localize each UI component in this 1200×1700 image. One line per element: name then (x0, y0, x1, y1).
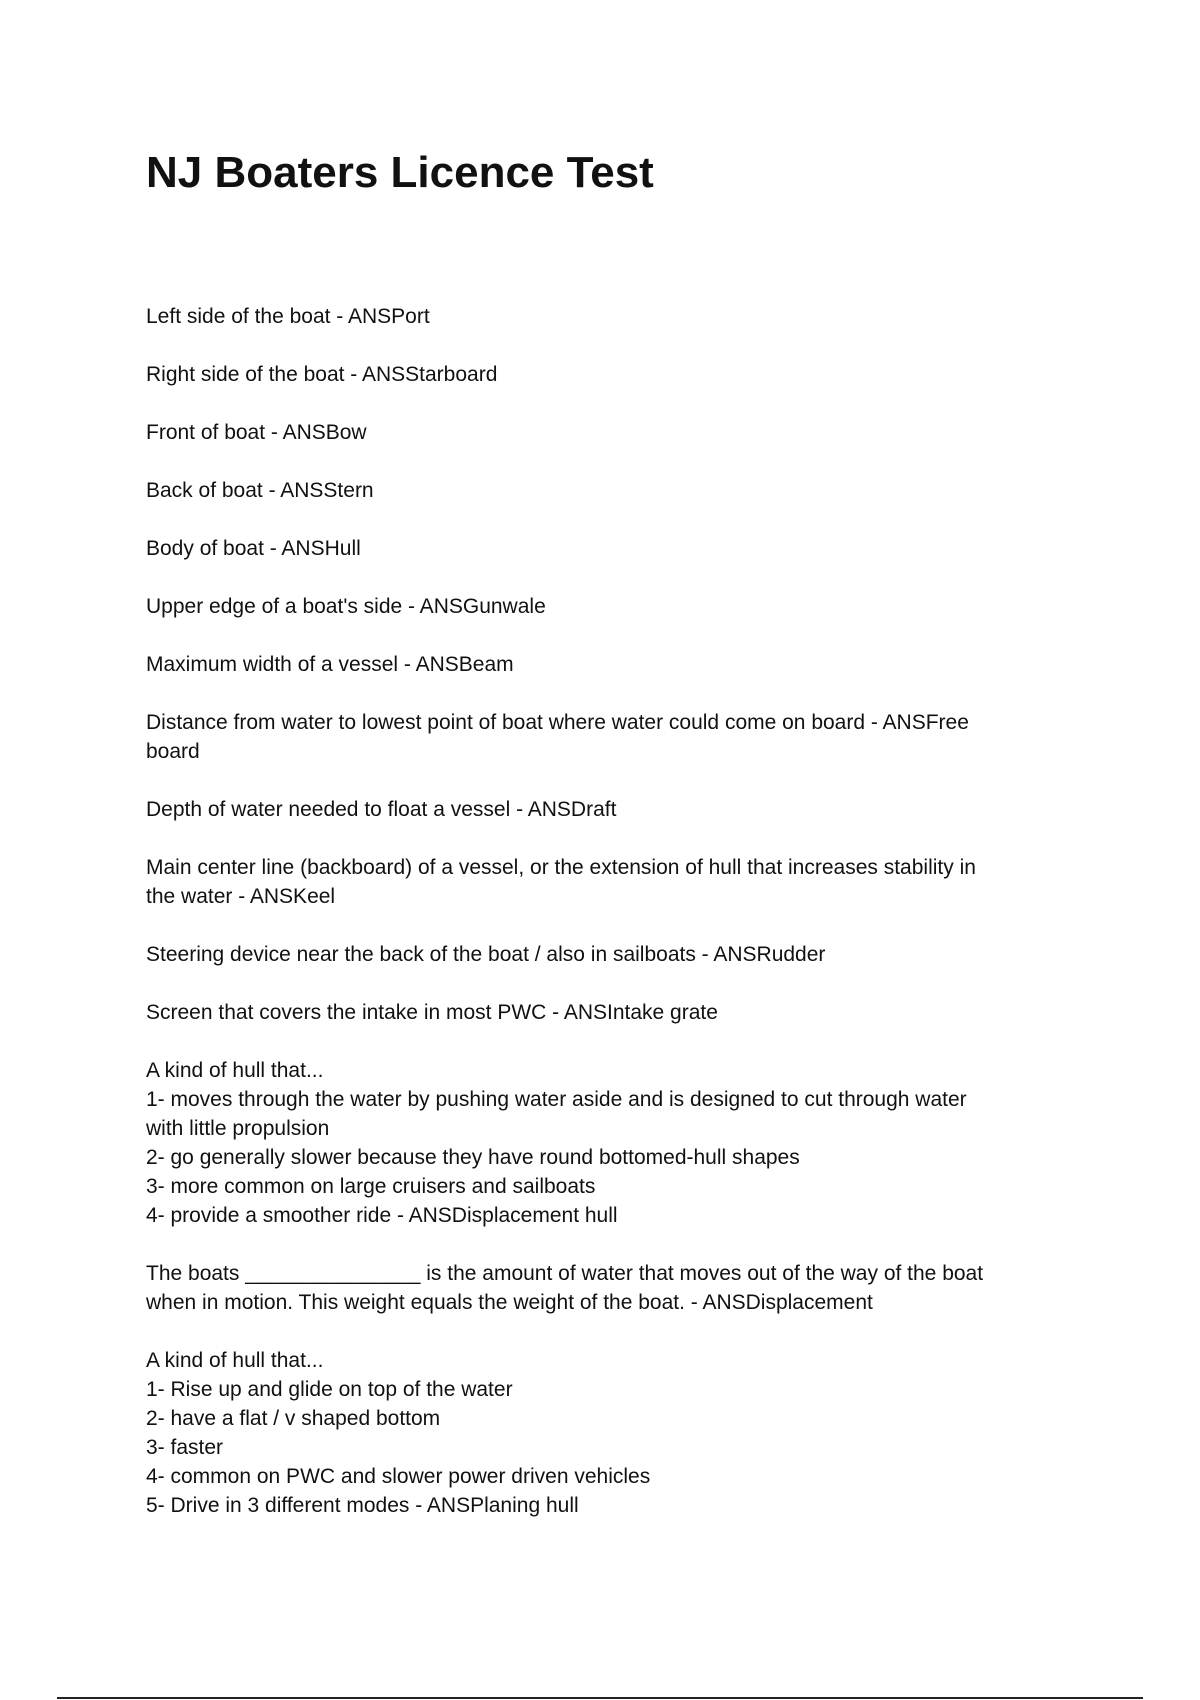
question-answer-list (146, 302, 1046, 1549)
qa-line: Main center line (backboard) of a vessel, or the extension of hull that increases stability in (146, 856, 976, 879)
qa-line: board (146, 740, 200, 763)
qa-item (146, 534, 1046, 563)
qa-line: Depth of water needed to float a vessel - ANSDraft (146, 798, 617, 821)
qa-line: A kind of hull that... (146, 1059, 324, 1082)
qa-line: with little propulsion (146, 1117, 330, 1140)
qa-line: Front of boat - ANSBow (146, 421, 367, 444)
qa-item (146, 708, 1046, 766)
qa-line: Left side of the boat - ANSPort (146, 305, 430, 328)
qa-line: Maximum width of a vessel - ANSBeam (146, 653, 514, 676)
qa-item (146, 302, 1046, 331)
qa-line: Body of boat - ANSHull (146, 537, 361, 560)
qa-line: A kind of hull that... (146, 1349, 324, 1372)
qa-line: 2- have a flat / v shaped bottom (146, 1407, 441, 1430)
qa-item (146, 418, 1046, 447)
footer-divider (57, 1697, 1143, 1699)
qa-item (146, 940, 1046, 969)
qa-line: 4- provide a smoother ride - ANSDisplacement hull (146, 1204, 618, 1227)
qa-line: Screen that covers the intake in most PWC - ANSIntake grate (146, 1001, 718, 1024)
qa-item (146, 1056, 1046, 1230)
qa-line: 5- Drive in 3 different modes - ANSPlaning hull (146, 1494, 579, 1517)
qa-line: The boats _______________ is the amount of water that moves out of the way of the boat (146, 1262, 984, 1285)
qa-item (146, 476, 1046, 505)
qa-line: Steering device near the back of the boat / also in sailboats - ANSRudder (146, 943, 826, 966)
qa-line: the water - ANSKeel (146, 885, 336, 908)
qa-item (146, 592, 1046, 621)
qa-item (146, 795, 1046, 824)
qa-line: 2- go generally slower because they have round bottomed-hull shapes (146, 1146, 800, 1169)
qa-item (146, 853, 1046, 911)
qa-line: Upper edge of a boat's side - ANSGunwale (146, 595, 546, 618)
qa-item (146, 360, 1046, 389)
qa-item (146, 1346, 1046, 1520)
qa-line: Right side of the boat - ANSStarboard (146, 363, 498, 386)
qa-item (146, 1259, 1046, 1317)
qa-item (146, 650, 1046, 679)
qa-item (146, 998, 1046, 1027)
qa-line: 3- faster (146, 1436, 224, 1459)
qa-line: Distance from water to lowest point of boat where water could come on board - ANSFree (146, 711, 969, 734)
qa-line: 1- moves through the water by pushing water aside and is designed to cut through water (146, 1088, 967, 1111)
page-title: NJ Boaters Licence Test (146, 148, 654, 197)
qa-line: 3- more common on large cruisers and sailboats (146, 1175, 596, 1198)
qa-line: 1- Rise up and glide on top of the water (146, 1378, 513, 1401)
qa-line: Back of boat - ANSStern (146, 479, 374, 502)
qa-line: when in motion. This weight equals the weight of the boat. - ANSDisplacement (146, 1291, 873, 1314)
qa-line: 4- common on PWC and slower power driven vehicles (146, 1465, 651, 1488)
